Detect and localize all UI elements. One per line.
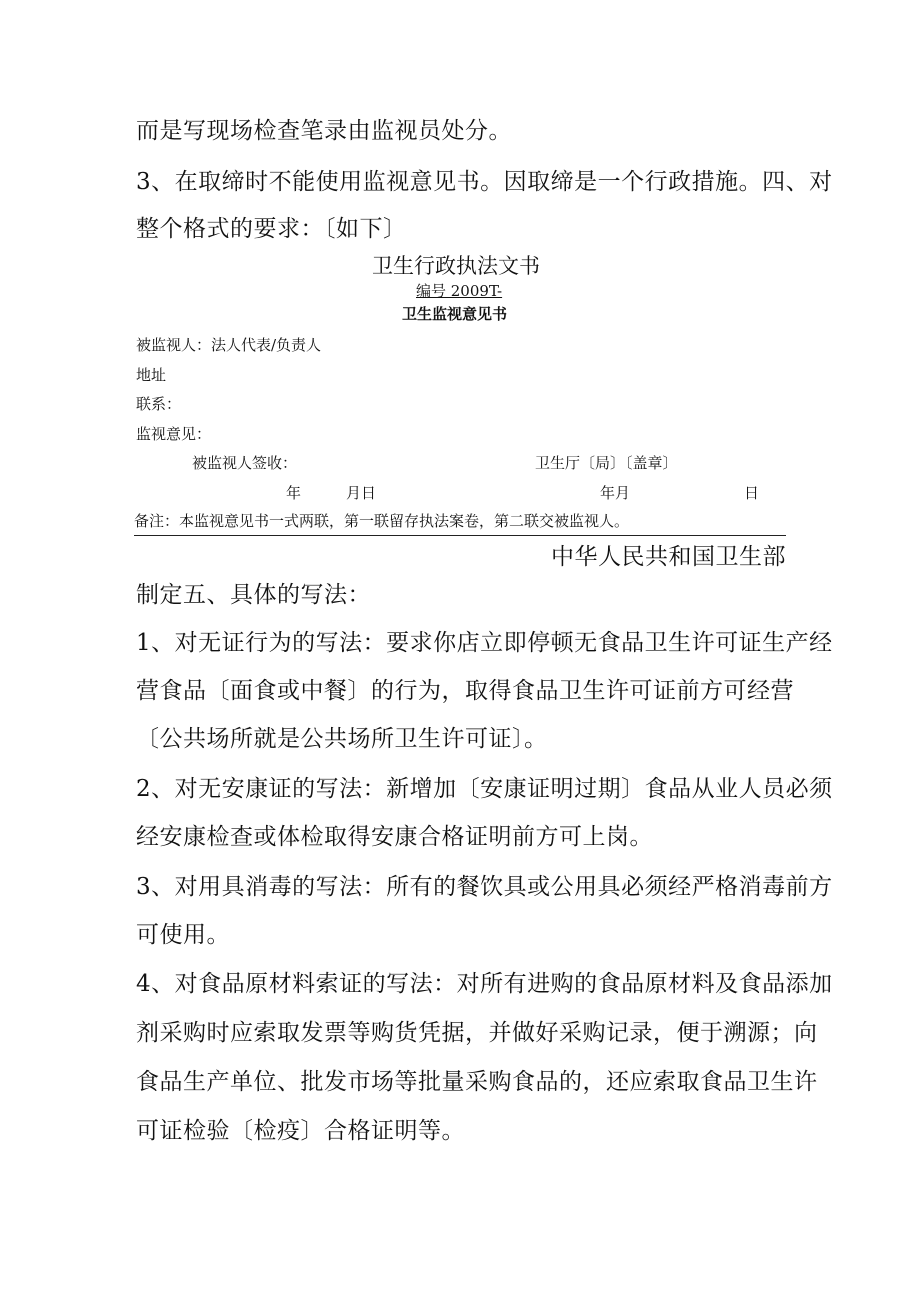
body-text-line: 食品生产单位、批发市场等批量采购食品的，还应索取食品卫生许 — [136, 1069, 818, 1095]
form-date-year-left: 年 — [286, 484, 302, 502]
body-text-line: 4、对食品原材料索证的写法：对所有进购的食品原材料及食品添加 — [136, 971, 833, 997]
form-date-day-right: 日 — [744, 484, 760, 502]
body-text-line: 剂采购时应索取发票等购货凭据，并做好采购记录，便于溯源；向 — [136, 1020, 818, 1046]
body-text-line: 整个格式的要求：〔如下〕 — [136, 216, 407, 242]
body-text-line: 营食品〔面食或中餐〕的行为，取得食品卫生许可证前方可经营 — [136, 678, 794, 704]
form-field-address: 地址 — [136, 366, 167, 384]
form-field-opinion: 监视意见： — [136, 425, 212, 443]
form-field-supervised-party: 被监视人：法人代表/负责人 — [136, 336, 322, 354]
form-issuer: 中华人民共和国卫生部 — [551, 544, 786, 570]
form-header-title: 卫生行政执法文书 — [372, 254, 540, 278]
form-date-monthday-left: 月日 — [346, 484, 377, 502]
body-text-line: 3、对用具消毒的写法：所有的餐饮具或公用具必须经严格消毒前方 — [136, 874, 833, 900]
form-serial-number: 编号 2009T- — [416, 282, 503, 300]
form-field-contact: 联系： — [136, 395, 182, 413]
body-text-line: 2、对无安康证的写法：新增加〔安康证明过期〕食品从业人员必须 — [136, 776, 833, 802]
form-sign-seal: 卫生厅〔局〕〔盖章〕 — [535, 454, 678, 472]
body-text-line: 可使用。 — [136, 922, 230, 948]
body-text-line: 而是写现场检查笔录由监视员处分。 — [136, 118, 512, 144]
body-text-line: 3、在取缔时不能使用监视意见书。因取缔是一个行政措施。四、对 — [136, 169, 833, 195]
form-date-yearmonth-right: 年月 — [600, 484, 631, 502]
body-text-line: 制定五、具体的写法： — [136, 582, 371, 608]
body-text-line: 〔公共场所就是公共场所卫生许可证〕。 — [136, 726, 548, 752]
form-divider — [134, 535, 786, 536]
form-sign-receipt: 被监视人签收： — [192, 454, 298, 472]
body-text-line: 经安康检查或体检取得安康合格证明前方可上岗。 — [136, 824, 653, 850]
form-remark: 备注：本监视意见书一式两联，第一联留存执法案卷，第二联交被监视人。 — [134, 512, 630, 530]
form-document-title: 卫生监视意见书 — [402, 305, 508, 323]
body-text-line: 1、对无证行为的写法：要求你店立即停顿无食品卫生许可证生产经 — [136, 630, 833, 656]
body-text-line: 可证检验〔检疫〕合格证明等。 — [136, 1118, 465, 1144]
